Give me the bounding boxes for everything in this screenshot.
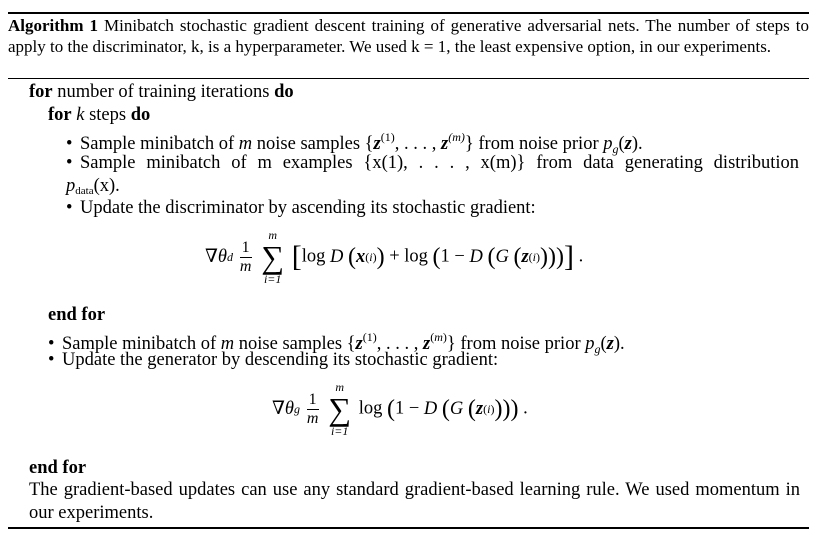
step-sample-examples [66, 152, 799, 174]
step1-var: m [238, 134, 253, 154]
frac-num: 1 [308, 390, 317, 408]
fraction [240, 239, 252, 276]
bullet-icon: • [66, 153, 73, 173]
step2-p: p [66, 176, 76, 196]
frac-num: 1 [241, 238, 250, 256]
step1-s1: (1) [380, 130, 395, 144]
step1-close: ). [631, 134, 643, 154]
outer-do-keyword: do [274, 82, 294, 102]
step2-line1: Sample minibatch of m examples {x(1), . . . , x(m)} from data generating distribution [80, 153, 799, 173]
inner-for-line [48, 104, 150, 126]
outer-end-for: end for [29, 458, 87, 478]
step1-s2: (m) [448, 130, 465, 144]
inner-for-keyword: for [48, 105, 72, 125]
step1-pre: Sample minibatch of [80, 134, 239, 154]
theta-symbol: θ [217, 246, 228, 267]
step-update-discriminator [66, 197, 536, 219]
sum-bot: i=1 [330, 424, 349, 438]
sum-bot: i=1 [263, 272, 282, 286]
summation [261, 228, 284, 286]
step1-p: p [603, 134, 613, 154]
nabla-symbol: ∇ [272, 399, 285, 419]
sigma-symbol: ∑ [328, 391, 352, 427]
bracket: ] [563, 240, 574, 273]
summation [328, 380, 351, 438]
step1-dots: , . . . , [394, 134, 441, 154]
bottom-rule [8, 527, 809, 529]
theta-sub: d [227, 249, 234, 264]
step2-sub: data [75, 185, 94, 197]
footer-text: The gradient-based updates can use any standard gradient-based learning rule. We used momentum in our experiments. [29, 480, 800, 523]
step1-z2: z [441, 134, 449, 154]
step5-text: Update the generator by descending its stochastic gradient: [62, 350, 499, 370]
sum-top: m [335, 380, 344, 394]
step1-mid: noise samples { [252, 134, 374, 154]
inner-for-var: k [76, 105, 85, 125]
step2-rest: (x). [93, 176, 120, 196]
theta-symbol: θ [284, 398, 295, 419]
bullet-icon: • [48, 334, 55, 354]
outer-for-keyword: for [29, 82, 53, 102]
frac-den: m [239, 257, 252, 275]
step1-post: } from noise prior [464, 134, 604, 154]
inner-for-text: steps [84, 105, 131, 125]
caption-text: Minibatch stochastic gradient descent training of generative adversarial nets. The number of steps to apply to the discriminator, k, is a hyperparameter. We used k = 1, the least expensive option, in our experiments. [8, 16, 809, 56]
step-sample-noise-g: • Sample minibatch of m noise samples {$z^{(1)}$, . . . , $z^{(m)}$} from noise prior $p_g(z)$. [48, 330, 625, 356]
bullet-icon: • [66, 198, 73, 218]
bullet-icon: • [66, 134, 73, 154]
step1-psub: g [612, 142, 619, 156]
discriminator-gradient-equation: ∇θd $\frac{1}{m}$ m ∑ i=1 [log D (x(i)) + log (1 − D (G (z(i))))] . [205, 228, 584, 286]
theta-sub: g [294, 401, 301, 416]
outer-for-line [29, 81, 294, 103]
bullet-icon: • [48, 350, 55, 370]
inner-do-keyword: do [130, 105, 151, 125]
algorithm-label: Algorithm 1 [8, 16, 99, 35]
generator-gradient-equation: ∇θg $\frac{1}{m}$ m ∑ i=1 log (1 − D (G (z(i)))) . [272, 380, 528, 438]
step1-arg: z [624, 134, 632, 154]
frac-den: m [306, 409, 319, 427]
step3-text: Update the discriminator by ascending its stochastic gradient: [80, 198, 536, 218]
algorithm-caption [8, 15, 809, 57]
step1-z1: z [373, 134, 381, 154]
bracket: [ [291, 240, 302, 273]
sum-top: m [268, 228, 277, 242]
step1-open: ( [618, 134, 625, 154]
nabla-symbol: ∇ [205, 247, 218, 267]
sigma-symbol: ∑ [261, 239, 285, 275]
inner-end-for: end for [48, 305, 106, 325]
fraction [307, 391, 319, 428]
outer-for-text: number of training iterations [52, 82, 275, 102]
top-rule [8, 12, 809, 14]
caption-rule [8, 78, 809, 79]
step-update-generator [48, 349, 498, 371]
